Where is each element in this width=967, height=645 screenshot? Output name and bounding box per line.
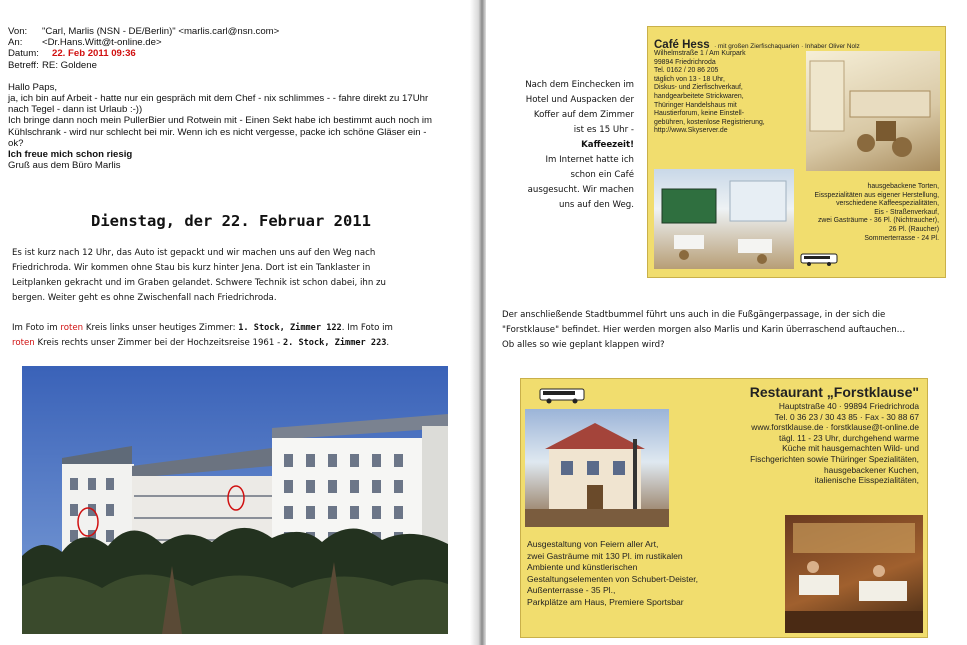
ad-line: hausgebackener Kuchen, — [824, 464, 919, 475]
ad-line: Parkplätze am Haus, Premiere Sportsbar — [527, 596, 684, 607]
email-subject-value: RE: Goldene — [42, 59, 97, 71]
email-date-row — [8, 48, 466, 59]
ad-line: Diskus- und Zierfischverkauf, — [654, 84, 743, 92]
red-word: roten — [60, 323, 84, 333]
cafe-aquarium-photo — [654, 169, 794, 269]
email-line: ja, ich bin auf Arbeit - hatte nur ein gespräch mit dem Chef - nix schlimmes - - fahre direkt zu 17Uhr — [8, 93, 429, 105]
forstklause-ad — [520, 378, 928, 638]
ad-line: Ambiente und künstlerischen — [527, 562, 638, 573]
ad-line: Ausgestaltung von Feiern aller Art, — [527, 539, 659, 549]
room-number: 2. Stock, Zimmer 223 — [282, 338, 387, 348]
email-from-value: "Carl, Marlis (NSN - DE/Berlin)" <marlis.carl@nsn.com> — [42, 26, 280, 37]
paragraph-line: schon ein Café — [570, 170, 634, 180]
text-run: . Im Foto im — [341, 323, 393, 333]
cafe-paragraph — [502, 78, 634, 213]
email-signoff: Gruß aus dem Büro Marlis — [8, 160, 121, 172]
hotel-photo-illustration — [22, 366, 448, 634]
paragraph-line: uns auf den Weg. — [559, 200, 634, 210]
text-run: Kreis rechts unser Zimmer bei der Hochzeitsreise 1961 - — [34, 338, 283, 348]
paragraph-line: Es ist kurz nach 12 Uhr, das Auto ist gepackt und wir machen uns auf den Weg nach — [12, 248, 376, 258]
ad-line: Wilhelmstraße 1 / Am Kurpark — [654, 50, 746, 57]
email-from-label: Von: — [8, 26, 28, 37]
ad-line: Haustierforum, keine Einstell- — [654, 110, 744, 118]
ad-line: Thüringer Handelshaus mit — [654, 101, 737, 109]
interior-photo-illustration — [785, 515, 923, 633]
restaurant-exterior-photo — [525, 409, 669, 527]
email-date-value: 22. Feb 2011 09:36 — [52, 48, 136, 60]
ad-line: verschiedene Kaffeespezialitäten, — [836, 200, 939, 208]
cafe-interior-photo — [806, 51, 940, 171]
paragraph-line: Nach dem Einchecken im — [525, 80, 634, 90]
paragraph-line: Der anschließende Stadtbummel führt uns auch in die Fußgängerpassage, in der sich die — [502, 310, 886, 320]
forst-ad-features — [527, 539, 783, 609]
paragraph-line: "Forstklause" befindet. Hier werden morgen also Marlis und Karin überraschend auftauchen… — [502, 325, 906, 335]
paragraph-line: ausgesucht. Wir machen — [527, 185, 634, 195]
bus-icon — [800, 253, 840, 267]
ad-line: Gestaltungselementen von Schubert-Deister, — [527, 573, 699, 584]
ad-line: www.forstklause.de · forstklause@t-online.de — [751, 422, 919, 433]
text-run: . — [386, 338, 390, 348]
paragraph-line: Hotel und Auspacken der — [525, 95, 634, 105]
hotel-photo — [22, 366, 448, 634]
cafe-photo-illustration — [806, 51, 940, 171]
ad-line: zwei Gasträume - 36 Pl. (Nichtraucher), — [817, 217, 939, 225]
paragraph-line: Leitplanken gekracht und im Graben gelandet. Schwere Technik ist schon dabei, ihn zu — [12, 278, 386, 288]
ad-line: Tel. 0162 / 20 86 205 — [654, 67, 719, 75]
ad-line: Außenterrasse - 35 Pl., — [527, 585, 616, 596]
email-to-row — [8, 37, 466, 48]
email-greeting: Hallo Paps, — [8, 81, 58, 93]
email-line: ok? — [8, 137, 24, 149]
ad-line: zwei Gasträume mit 130 Pl. im rustikalen — [527, 550, 683, 561]
text-run: Im Foto im — [12, 323, 61, 333]
travel-paragraph — [12, 246, 462, 306]
email-printout — [8, 26, 466, 171]
ad-line: Eis - Straßenverkauf, — [874, 208, 939, 216]
ad-line: Tel. 0 36 23 / 30 43 85 · Fax - 30 88 67 — [774, 411, 919, 422]
email-subject-row — [8, 60, 466, 71]
aquarium-photo-illustration — [654, 169, 794, 269]
ad-line: handgearbeitete Strickwaren, — [654, 92, 744, 100]
restaurant-name: Restaurant „Forstklause" — [749, 384, 919, 400]
ad-line: Küche mit hausgemachten Wild- und — [782, 443, 919, 454]
right-page — [486, 0, 967, 645]
email-line: nach Tegel - dann ist Urlaub :-)) — [8, 104, 143, 116]
paragraph-line: Friedrichroda. Wir kommen ohne Stau bis kurz hinter Jena. Dort ist ein Tanklaster in — [12, 263, 371, 273]
ad-line: tägl. 11 - 23 Uhr, durchgehend warme — [779, 432, 919, 443]
ad-line: http://www.Skyserver.de — [654, 127, 728, 135]
stroll-paragraph — [502, 308, 962, 353]
email-to-label: An: — [8, 37, 23, 49]
red-word: roten — [12, 338, 35, 348]
cafe-tagline: · mit großen Zierfischaquarien · Inhaber Oliver Nolz — [714, 43, 860, 50]
text-run: Kreis links unser heutiges Zimmer: — [83, 323, 239, 333]
cafe-ad-features — [789, 183, 939, 243]
ad-line: Sommerterrasse - 24 Pl. — [864, 234, 939, 242]
paragraph-line: Ob alles so wie geplant klappen wird? — [502, 340, 665, 350]
ad-line: gebühren, kostenlose Registrierung, — [654, 118, 765, 126]
email-body — [8, 82, 466, 172]
exterior-photo-illustration — [525, 409, 669, 527]
ad-line: Eisspezialitäten aus eigener Herstellung, — [814, 191, 939, 199]
cafe-ad-info — [654, 50, 804, 136]
paragraph-line: Kaffeezeit! — [581, 140, 634, 150]
paragraph-line: bergen. Weiter geht es ohne Zwischenfall nach Friedrichroda. — [12, 293, 277, 303]
cafe-hess-ad — [647, 26, 946, 278]
ad-line: Fischgerichten sowie Thüringer Spezialitäten, — [750, 453, 919, 464]
paragraph-line: Im Internet hatte ich — [545, 155, 634, 165]
email-from-row — [8, 26, 466, 37]
paragraph-line: ist es 15 Uhr - — [573, 125, 634, 135]
ad-line: italienische Eisspezialitäten, — [814, 475, 919, 486]
ad-line: Hauptstraße 40 · 99894 Friedrichroda — [778, 401, 919, 411]
ad-line: hausgebackene Torten, — [867, 183, 939, 190]
ad-line: 26 Pl. (Raucher) — [888, 225, 939, 233]
email-date-label: Datum: — [8, 48, 39, 60]
email-line: Ich bringe dann noch mein PullerBier und Rotwein mit - Einen Sekt habe ich bestimmt auch noch im — [8, 115, 432, 127]
ad-line: 99894 Friedrichroda — [654, 58, 716, 66]
room-number: 1. Stock, Zimmer 122 — [238, 323, 342, 333]
email-line: Ich freue mich schon riesig — [8, 149, 133, 161]
left-page — [0, 0, 478, 645]
restaurant-interior-photo — [785, 515, 923, 633]
forst-ad-info — [659, 401, 919, 486]
room-paragraph — [12, 321, 462, 351]
email-line: Kühlschrank - wird nur schlecht bei mir. Wenn ich es nicht vergesse, packe ich schöne Gläser ein - — [8, 126, 427, 138]
paragraph-line: Koffer auf dem Zimmer — [533, 110, 634, 120]
email-subject-label: Betreff: — [8, 59, 39, 71]
forst-ad-header — [659, 383, 919, 486]
ad-line: täglich von 13 - 18 Uhr, — [654, 75, 725, 83]
bus-icon — [539, 387, 587, 405]
day-title: Dienstag, der 22. Februar 2011 — [91, 212, 371, 230]
cafe-name: Café Hess — [654, 39, 710, 51]
email-to-value: <Dr.Hans.Witt@t-online.de> — [42, 37, 162, 49]
